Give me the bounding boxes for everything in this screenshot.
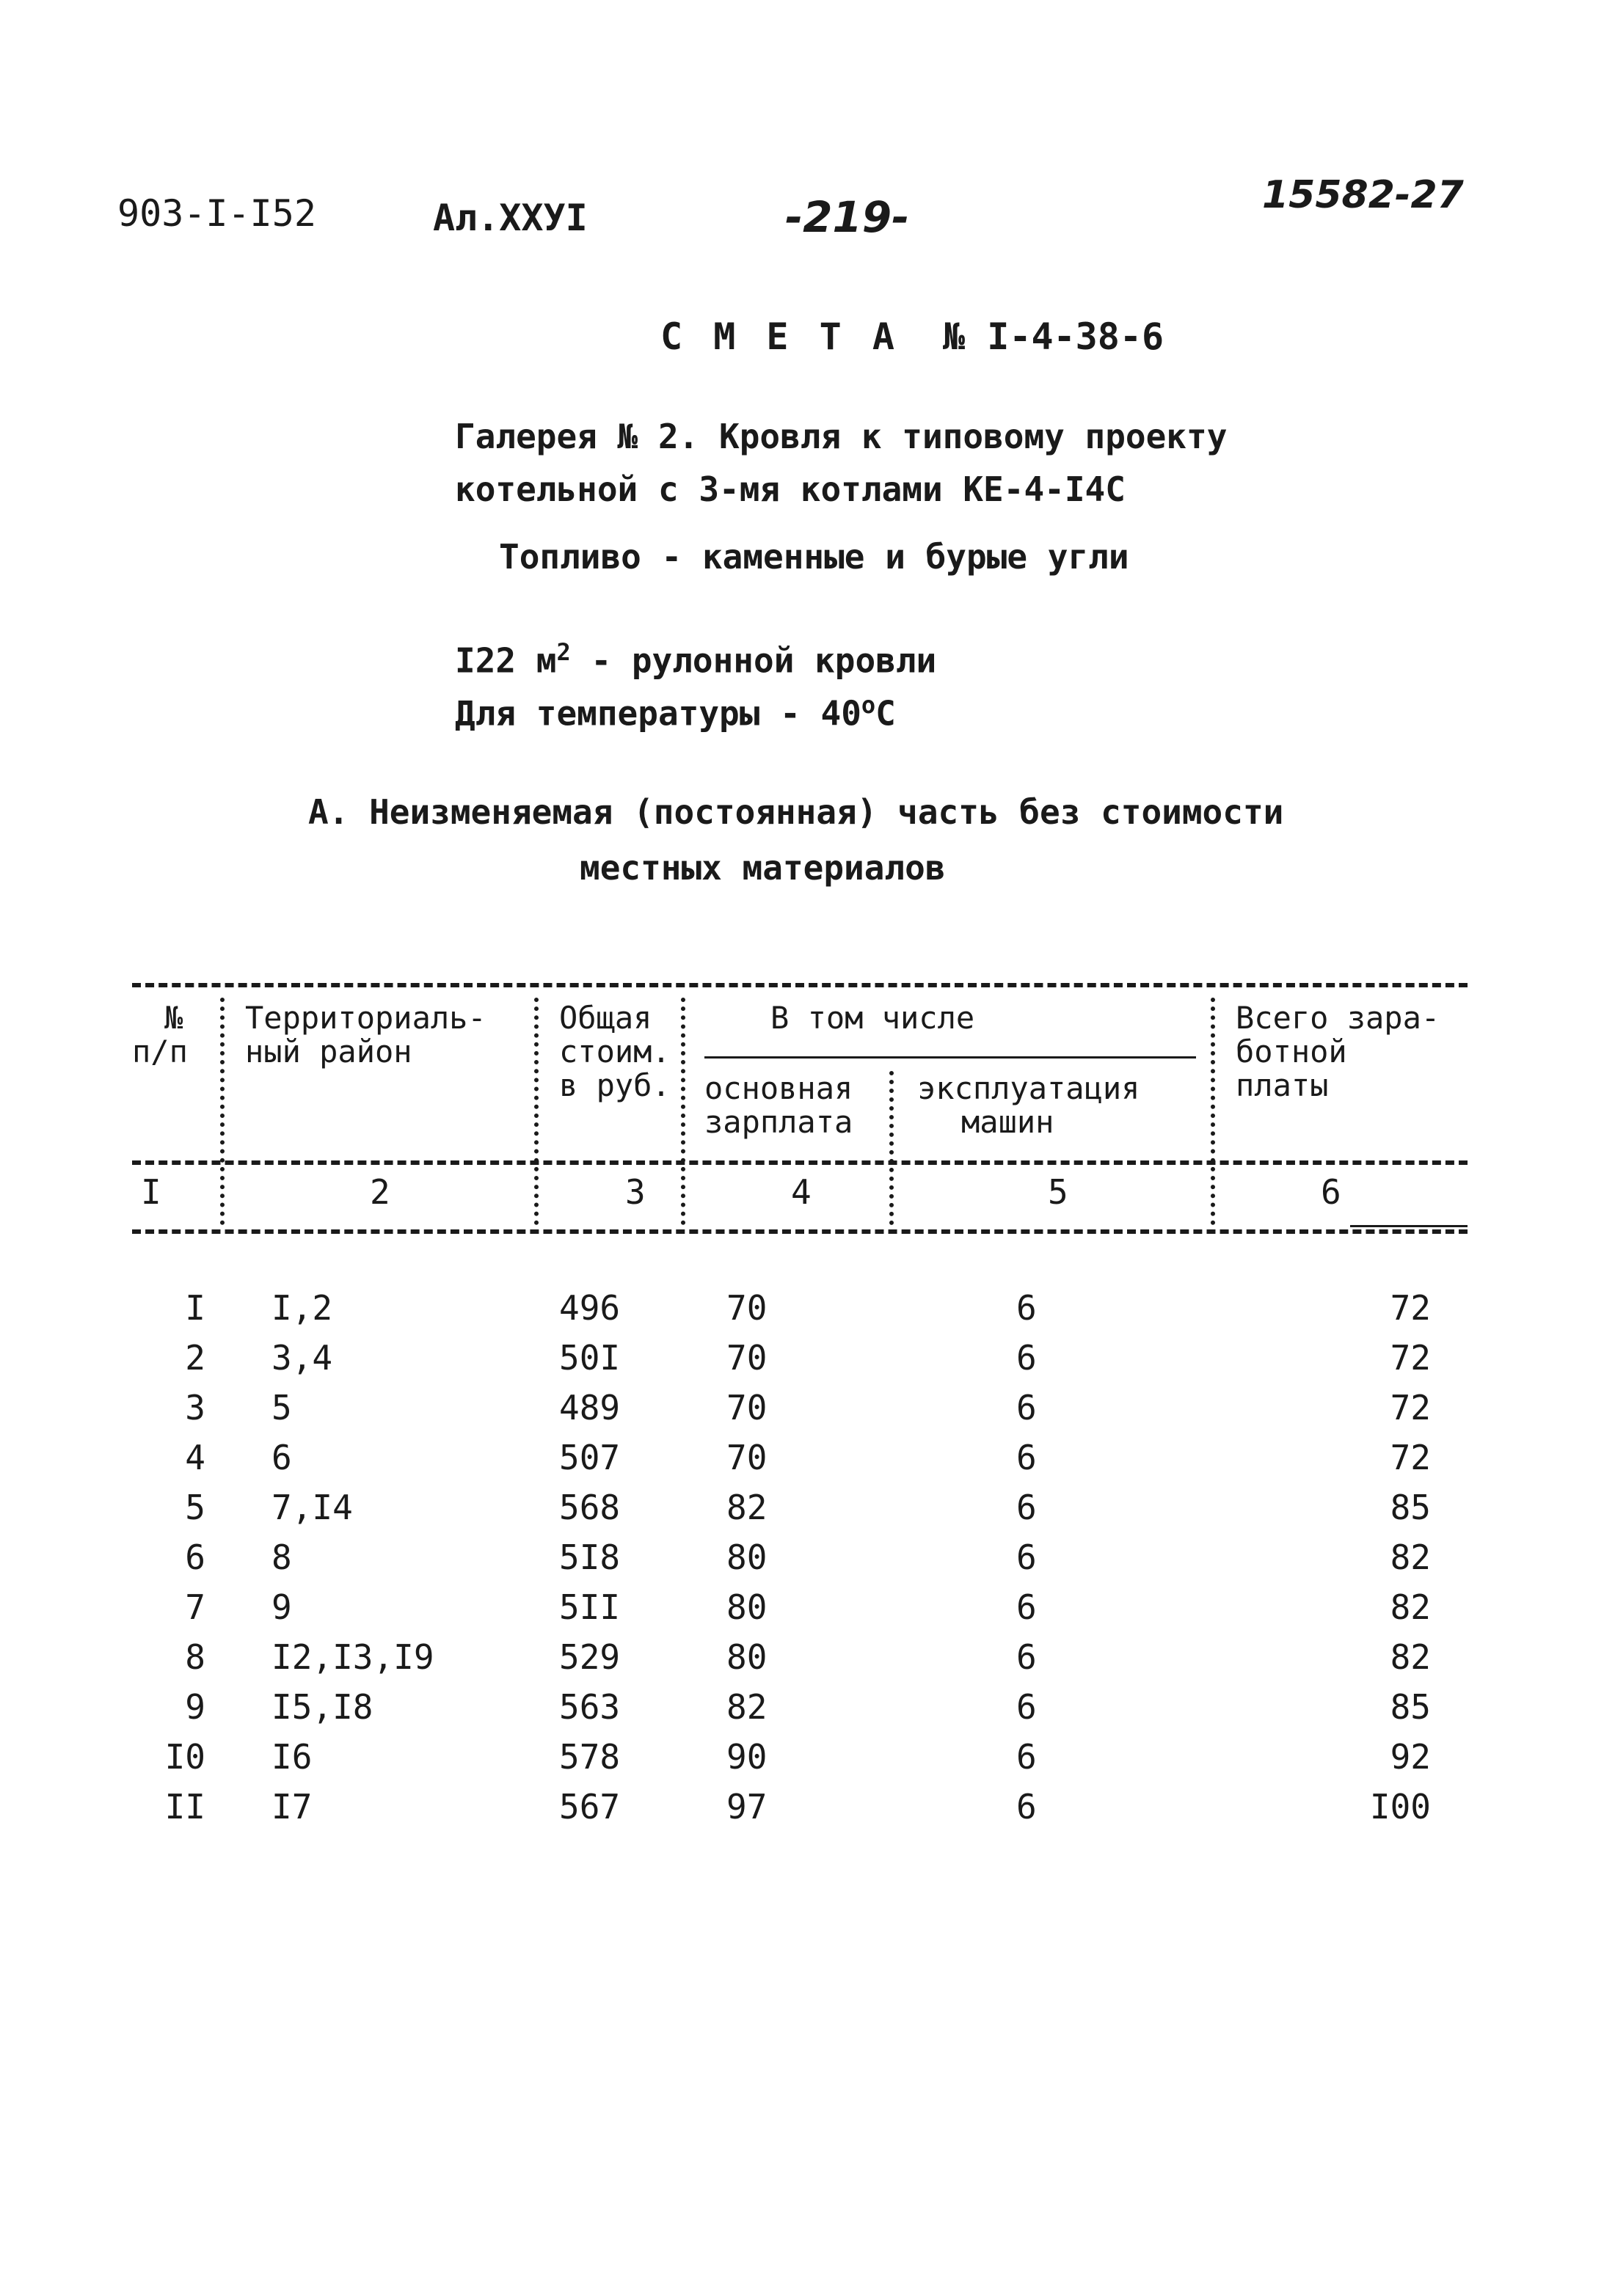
cell-district: 9 <box>271 1587 292 1627</box>
cell-total-cost: 5I8 <box>559 1538 621 1577</box>
cell-machine-operation: 6 <box>1016 1488 1037 1527</box>
cell-total-wages: 72 <box>1390 1288 1431 1328</box>
cell-district: I2,I3,I9 <box>271 1637 434 1677</box>
column-number-1: I <box>141 1172 161 1212</box>
cell-row-number: 3 <box>185 1388 205 1427</box>
degree-symbol: о <box>861 691 876 719</box>
header-group-including: В том числе <box>770 1000 975 1036</box>
cell-base-salary: 82 <box>726 1488 768 1527</box>
cell-district: I,2 <box>271 1288 333 1328</box>
column-number-5: 5 <box>1048 1172 1068 1212</box>
area-description: - рулонной кровли <box>570 640 937 681</box>
album-number: Ал.XXУI <box>433 197 588 239</box>
cell-machine-operation: 6 <box>1016 1338 1037 1378</box>
cell-row-number: 7 <box>185 1587 205 1627</box>
cell-row-number: 2 <box>185 1338 205 1378</box>
cell-machine-operation: 6 <box>1016 1737 1037 1777</box>
temperature <box>455 691 896 733</box>
header-total-line-1: Общая <box>559 1000 652 1036</box>
column-separator-4 <box>889 1071 894 1225</box>
cell-machine-operation: 6 <box>1016 1388 1037 1427</box>
cell-base-salary: 80 <box>726 1637 768 1677</box>
temperature-unit: С <box>875 693 896 734</box>
roof-area <box>455 638 936 680</box>
cell-total-wages: I00 <box>1369 1787 1431 1827</box>
cell-machine-operation: 6 <box>1016 1687 1037 1727</box>
cell-total-cost: 529 <box>559 1637 621 1677</box>
header-row-number: п/п <box>132 1034 188 1070</box>
cell-row-number: II <box>164 1787 205 1827</box>
column-six-underline <box>1350 1225 1468 1227</box>
header-wages-total-line-3: платы <box>1236 1067 1329 1103</box>
cell-total-wages: 72 <box>1390 1438 1431 1477</box>
cell-district: I5,I8 <box>271 1687 373 1727</box>
cell-total-cost: 5II <box>559 1587 621 1627</box>
cell-total-wages: 82 <box>1390 1637 1431 1677</box>
cell-machine-operation: 6 <box>1016 1538 1037 1577</box>
cell-machine-operation: 6 <box>1016 1438 1037 1477</box>
cell-total-cost: 507 <box>559 1438 621 1477</box>
cell-base-salary: 70 <box>726 1338 768 1378</box>
cell-district: 5 <box>271 1388 292 1427</box>
header-district-line-1: Территориаль- <box>245 1000 486 1036</box>
page-number: -219- <box>785 192 910 242</box>
cell-district: I6 <box>271 1737 313 1777</box>
inventory-number: 15582-27 <box>1262 173 1464 217</box>
column-number-6: 6 <box>1321 1172 1341 1212</box>
header-base-salary-line-2: зарплата <box>704 1104 853 1140</box>
cell-district: 7,I4 <box>271 1488 353 1527</box>
cell-total-wages: 85 <box>1390 1488 1431 1527</box>
cell-district: 6 <box>271 1438 292 1477</box>
cell-base-salary: 82 <box>726 1687 768 1727</box>
column-number-2: 2 <box>370 1172 390 1212</box>
cell-row-number: I0 <box>164 1737 205 1777</box>
cell-total-cost: 50I <box>559 1338 621 1378</box>
cell-base-salary: 70 <box>726 1388 768 1427</box>
area-value: I22 м <box>455 640 557 681</box>
header-wages-total-line-1: Всего зара- <box>1236 1000 1440 1036</box>
header-total-line-2: стоим. <box>559 1034 671 1070</box>
cell-district: 8 <box>271 1538 292 1577</box>
cell-district: I7 <box>271 1787 313 1827</box>
cell-machine-operation: 6 <box>1016 1787 1037 1827</box>
header-base-salary-line-1: основная <box>704 1070 853 1106</box>
cell-total-cost: 568 <box>559 1488 621 1527</box>
header-wages-total-line-2: ботной <box>1236 1034 1347 1070</box>
cell-row-number: 8 <box>185 1637 205 1677</box>
cell-machine-operation: 6 <box>1016 1288 1037 1328</box>
cell-total-cost: 489 <box>559 1388 621 1427</box>
group-underline <box>704 1056 1196 1059</box>
column-separator-2 <box>534 998 539 1225</box>
section-heading-line-1: А. Неизменяемая (постоянная) часть без стоимости <box>308 792 1284 832</box>
cell-row-number: 9 <box>185 1687 205 1727</box>
cell-machine-operation: 6 <box>1016 1587 1037 1627</box>
description-line-3: Топливо - каменные и бурые угли <box>499 537 1129 577</box>
description-line-1: Галерея № 2. Кровля к типовому проекту <box>455 417 1228 456</box>
cell-machine-operation: 6 <box>1016 1637 1037 1677</box>
column-separator-1 <box>220 998 225 1225</box>
table-top-rule <box>132 983 1468 987</box>
column-number-3: 3 <box>625 1172 646 1212</box>
temperature-text: Для температуры - 40 <box>455 693 861 734</box>
cell-base-salary: 80 <box>726 1587 768 1627</box>
cell-total-cost: 563 <box>559 1687 621 1727</box>
header-number-symbol: № <box>164 1000 183 1036</box>
cell-base-salary: 70 <box>726 1288 768 1328</box>
cell-total-cost: 567 <box>559 1787 621 1827</box>
column-number-rule <box>132 1229 1468 1234</box>
estimate-label: С М Е Т А <box>660 315 899 358</box>
cell-row-number: I <box>185 1288 205 1328</box>
header-total-line-3: в руб. <box>559 1067 671 1103</box>
cell-row-number: 6 <box>185 1538 205 1577</box>
column-separator-5 <box>1211 998 1215 1225</box>
description-line-2: котельной с 3-мя котлами КЕ-4-I4С <box>455 469 1126 509</box>
header-bottom-rule <box>132 1160 1468 1165</box>
column-separator-3 <box>681 998 685 1225</box>
document-code: 903-I-I52 <box>117 192 316 235</box>
cell-total-wages: 92 <box>1390 1737 1431 1777</box>
estimate-title <box>660 315 1164 358</box>
cell-total-wages: 82 <box>1390 1587 1431 1627</box>
cell-total-wages: 72 <box>1390 1338 1431 1378</box>
header-district-line-2: ный район <box>245 1034 412 1070</box>
cell-base-salary: 80 <box>726 1538 768 1577</box>
cell-district: 3,4 <box>271 1338 333 1378</box>
column-number-4: 4 <box>791 1172 812 1212</box>
header-machines-line-1: эксплуатация <box>917 1070 1140 1106</box>
cell-total-wages: 85 <box>1390 1687 1431 1727</box>
area-exponent: 2 <box>556 638 571 666</box>
estimate-number: № I-4-38-6 <box>943 315 1164 358</box>
cell-row-number: 5 <box>185 1488 205 1527</box>
cell-total-cost: 496 <box>559 1288 621 1328</box>
section-heading-line-2: местных материалов <box>580 848 946 888</box>
cell-total-wages: 82 <box>1390 1538 1431 1577</box>
cell-base-salary: 70 <box>726 1438 768 1477</box>
cell-base-salary: 97 <box>726 1787 768 1827</box>
cell-total-cost: 578 <box>559 1737 621 1777</box>
cell-row-number: 4 <box>185 1438 205 1477</box>
cell-base-salary: 90 <box>726 1737 768 1777</box>
header-machines-line-2: машин <box>961 1104 1054 1140</box>
cell-total-wages: 72 <box>1390 1388 1431 1427</box>
